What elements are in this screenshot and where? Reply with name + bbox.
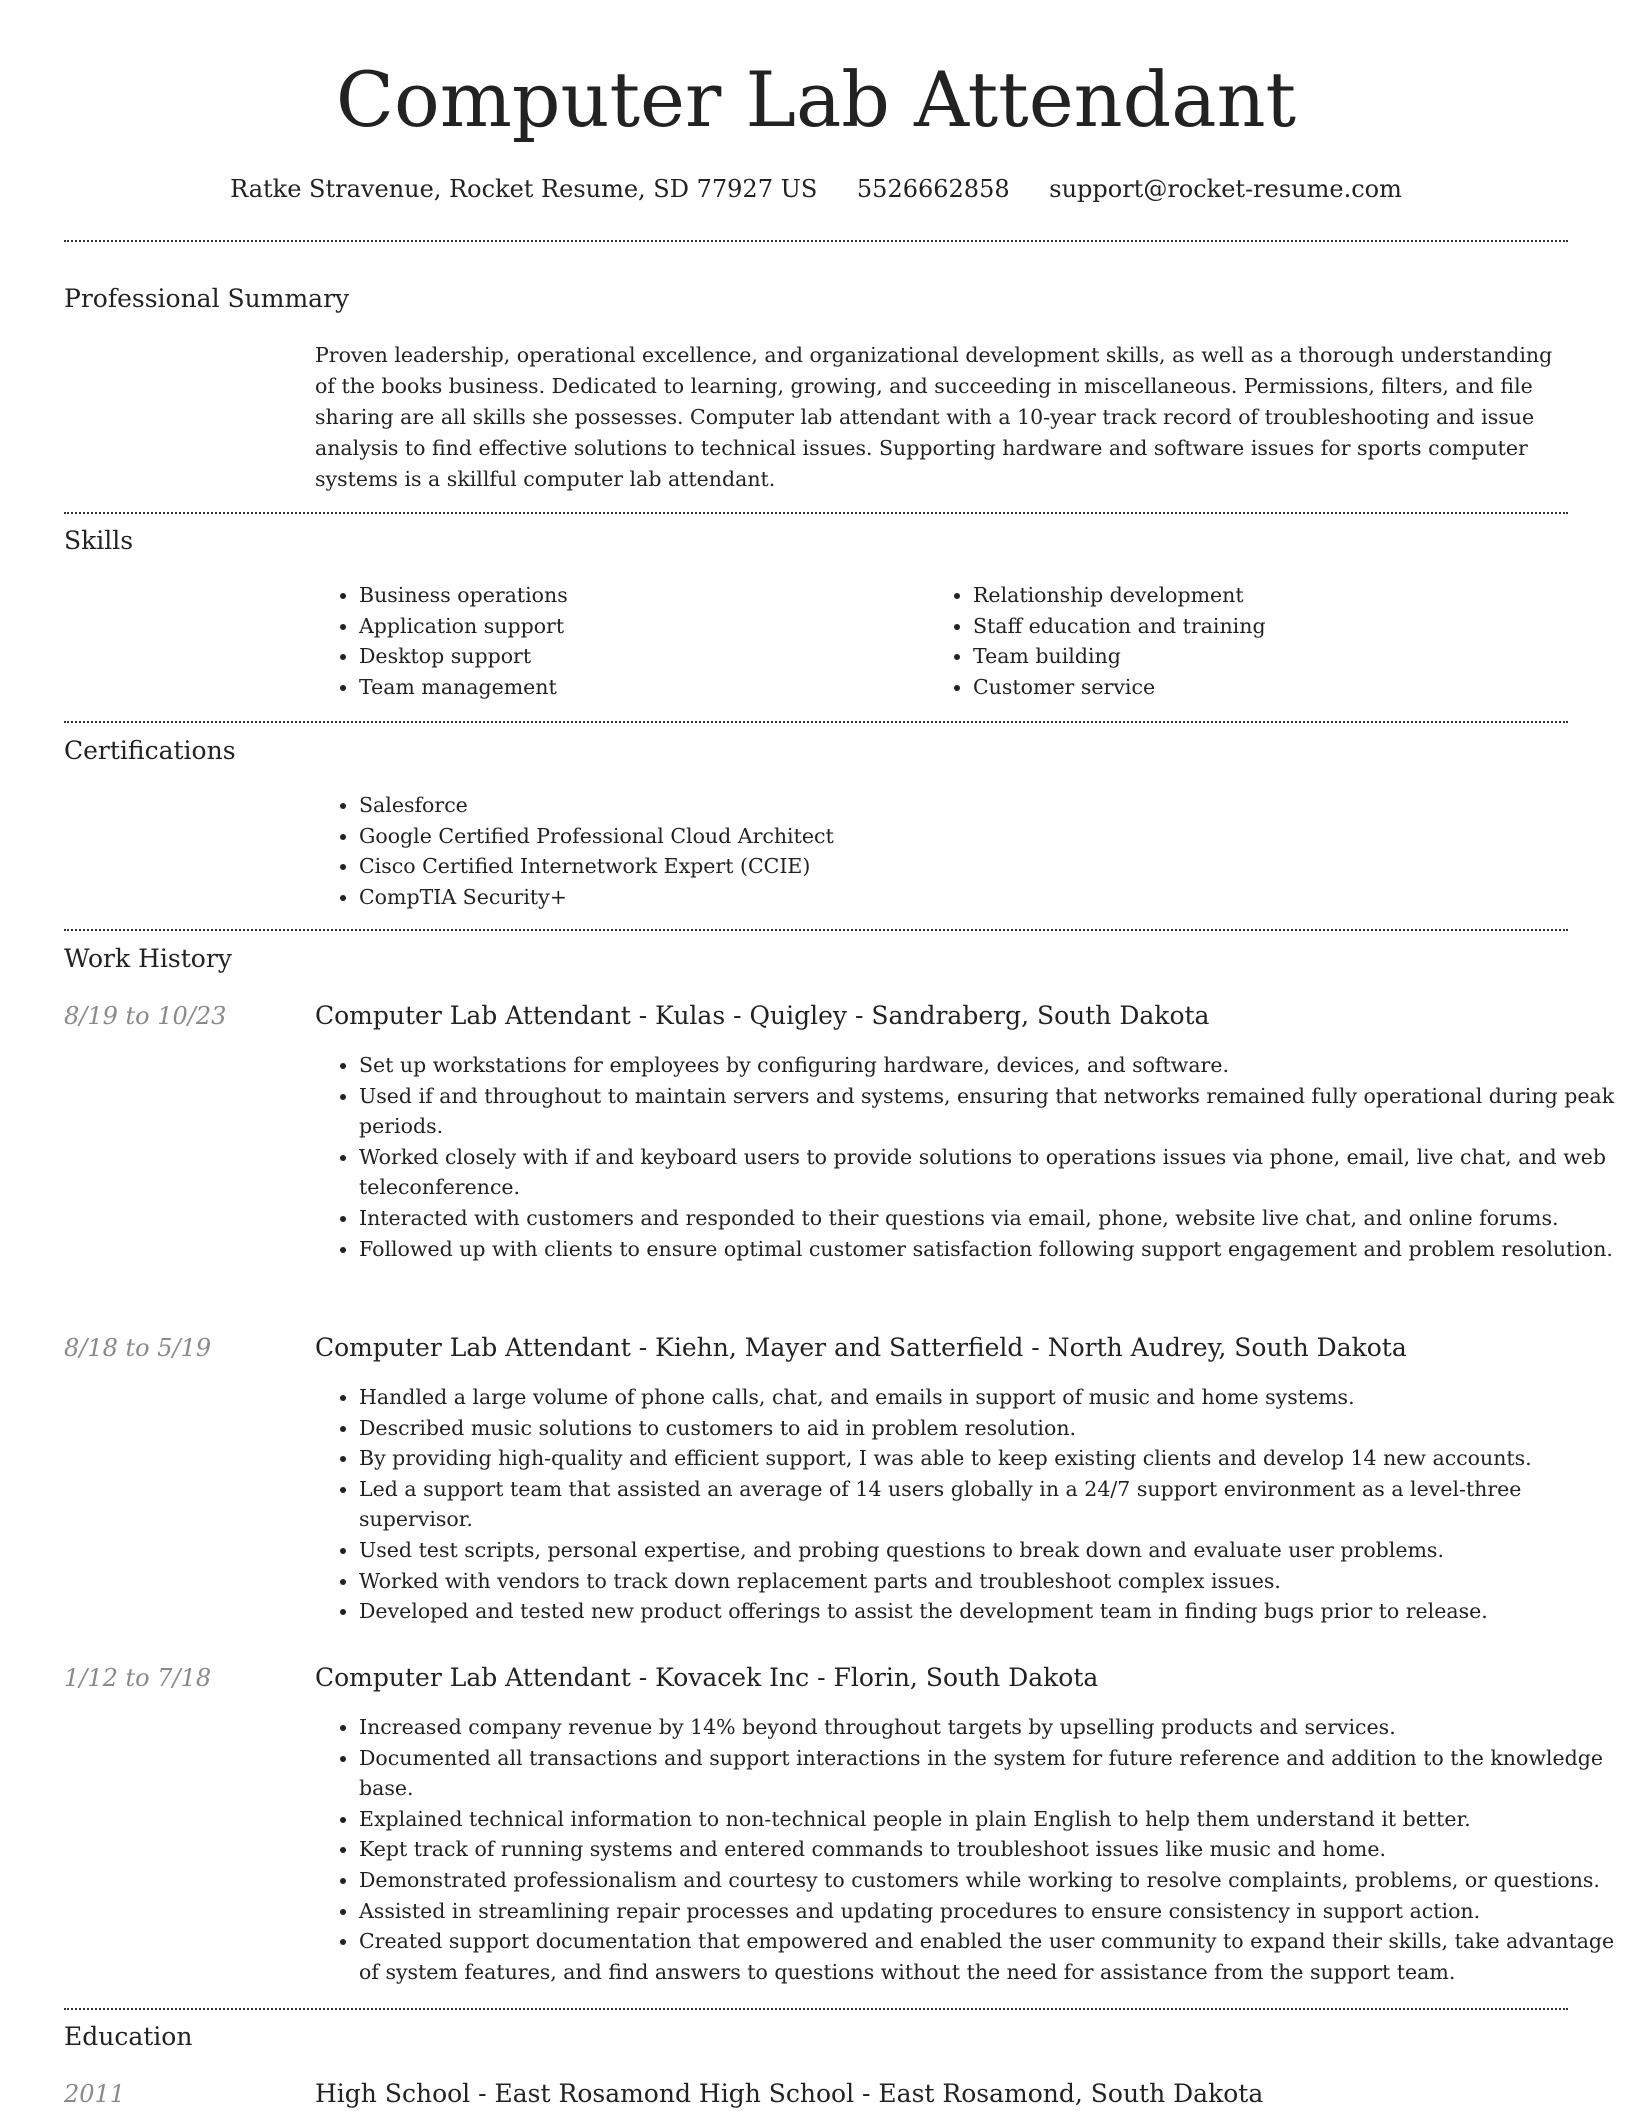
certifications-list [315,790,1359,912]
job-bullet: • Interacted with customers and responded to their questions via email, phone, website live chat, and online forums. [359,1203,1619,1234]
job-bullet: • Set up workstations for employees by configuring hardware, devices, and software. [359,1050,1619,1081]
skills-heading: Skills [64,526,134,555]
job-bullet: • Followed up with clients to ensure optimal customer satisfaction following support engagement and problem resolution. [359,1234,1619,1265]
job-bullet: • Described music solutions to customers to aid in problem resolution. [359,1413,1619,1444]
section-divider [64,240,1568,242]
job-bullet: • Developed and tested new product offerings to assist the development team in finding bugs prior to release. [359,1596,1619,1627]
contact-line [0,172,1632,206]
skill-item: • Team building [973,641,1573,672]
skill-item: • Application support [359,611,919,642]
job-bullet: • By providing high-quality and efficient support, I was able to keep existing clients and develop 14 new accounts. [359,1443,1619,1474]
section-divider [64,512,1568,514]
skill-item: • Team management [359,672,919,703]
education-title: High School - East Rosamond High School - East Rosamond, South Dakota [315,2079,1264,2108]
section-divider [64,929,1568,931]
resume-title: Computer Lab Attendant [335,55,1297,144]
job-bullets [315,1050,1619,1264]
job-bullets [315,1712,1619,1987]
job-title: Computer Lab Attendant - Kiehn, Mayer and Satterfield - North Audrey, South Dakota [315,1333,1407,1362]
skills-list-left [315,580,919,702]
certification-item: • CompTIA Security+ [359,882,1359,913]
contact-address: Ratke Stravenue, Rocket Resume, SD 77927 US [230,175,818,203]
contact-phone: 5526662858 [856,175,1010,203]
skill-item: • Business operations [359,580,919,611]
certification-item: • Google Certified Professional Cloud Architect [359,821,1359,852]
job-bullet: • Used test scripts, personal expertise, and probing questions to break down and evaluate user problems. [359,1535,1619,1566]
skill-item: • Customer service [973,672,1573,703]
job-bullet: • Increased company revenue by 14% beyond throughout targets by upselling products and services. [359,1712,1619,1743]
job-bullet: • Created support documentation that empowered and enabled the user community to expand their skills, take advantage of system features, and find answers to questions without the need for assistance from the support team. [359,1926,1619,1987]
job-bullet: • Documented all transactions and support interactions in the system for future reference and addition to the knowledge base. [359,1743,1619,1804]
summary-heading: Professional Summary [64,284,350,313]
job-bullet: • Led a support team that assisted an average of 14 users globally in a 24/7 support environment as a level-three supervisor. [359,1474,1619,1535]
job-date: 8/18 to 5/19 [64,1334,212,1362]
certifications-heading: Certifications [64,736,236,765]
education-heading: Education [64,2022,193,2051]
job-bullet: • Explained technical information to non-technical people in plain English to help them understand it better. [359,1804,1619,1835]
job-date: 1/12 to 7/18 [64,1664,212,1692]
section-divider [64,2008,1568,2010]
job-bullet: • Handled a large volume of phone calls, chat, and emails in support of music and home systems. [359,1382,1619,1413]
job-bullets [315,1382,1619,1627]
education-date: 2011 [64,2080,126,2108]
contact-email: support@rocket-resume.com [1049,175,1402,203]
job-title: Computer Lab Attendant - Kovacek Inc - Florin, South Dakota [315,1663,1099,1692]
certification-item: • Cisco Certified Internetwork Expert (CCIE) [359,851,1359,882]
job-bullet: • Used if and throughout to maintain servers and systems, ensuring that networks remained fully operational during peak periods. [359,1081,1619,1142]
job-title: Computer Lab Attendant - Kulas - Quigley - Sandraberg, South Dakota [315,1001,1210,1030]
job-bullet: • Worked closely with if and keyboard users to provide solutions to operations issues via phone, email, live chat, and web teleconference. [359,1142,1619,1203]
job-bullet: • Kept track of running systems and entered commands to troubleshoot issues like music and home. [359,1834,1619,1865]
skills-list-right [929,580,1573,702]
summary-text: Proven leadership, operational excellence, and organizational development skills, as well as a thorough understanding of the books business. Dedicated to learning, growing, and succeeding in miscellaneous. Permissions, filters, and file sharing are all skills she possesses. Computer lab attendant with a 10-year track record of troubleshooting and issue analysis to find effective solutions to technical issues. Supporting hardware and software issues for sports computer systems is a skillful computer lab attendant. [315,343,1553,491]
skill-item: • Relationship development [973,580,1573,611]
job-bullet: • Demonstrated professionalism and courtesy to customers while working to resolve complaints, problems, or questions. [359,1865,1619,1896]
skill-item: • Staff education and training [973,611,1573,642]
skill-item: • Desktop support [359,641,919,672]
job-bullet: • Worked with vendors to track down replacement parts and troubleshoot complex issues. [359,1566,1619,1597]
work-heading: Work History [64,944,232,973]
certification-item: • Salesforce [359,790,1359,821]
job-date: 8/19 to 10/23 [64,1002,227,1030]
section-divider [64,721,1568,723]
job-bullet: • Assisted in streamlining repair processes and updating procedures to ensure consistency in support action. [359,1896,1619,1927]
